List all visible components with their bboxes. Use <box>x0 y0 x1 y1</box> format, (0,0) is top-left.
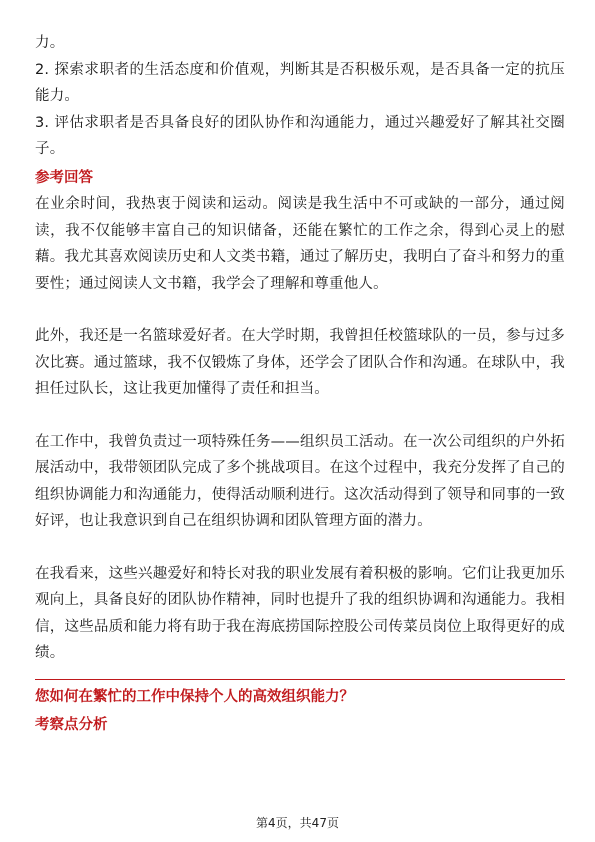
paragraph-gap <box>35 403 565 429</box>
analysis-heading: 考察点分析 <box>35 717 108 733</box>
answer-paragraph: 在业余时间，我热衷于阅读和运动。阅读是我生活中不可或缺的一部分，通过阅读，我不仅能够丰富自己的知识储备，还能在繁忙的工作之余，得到心灵上的慰藉。我尤其喜欢阅读历史和人文类书籍，通过了解历史，我明白了奋斗和努力的重要性；通过阅读人文书籍，我学会了理解和尊重他人。 <box>35 196 565 292</box>
section-divider <box>35 679 565 680</box>
paragraph-gap <box>35 535 565 561</box>
analysis-item: 2. 探索求职者的生活态度和价值观，判断其是否积极乐观，是否具备一定的抗压能力。 <box>35 61 565 104</box>
answer-paragraph: 此外，我还是一名篮球爱好者。在大学时期，我曾担任校篮球队的一员，参与过多次比赛。通过篮球，我不仅锻炼了身体，还学会了团队合作和沟通。在球队中，我担任过队长，这让我更加懂得了责任和担当。 <box>35 328 565 397</box>
answer-paragraph: 在工作中，我曾负责过一项特殊任务——组织员工活动。在一次公司组织的户外拓展活动中，我带领团队完成了多个挑战项目。在这个过程中，我充分发挥了自己的组织协调能力和沟通能力，使得活动顺利进行。这次活动得到了领导和同事的一致好评，也让我意识到自己在组织协调和团队管理方面的潜力。 <box>35 433 565 529</box>
paragraph-gap <box>35 297 565 323</box>
page-content <box>35 30 565 739</box>
continued-text: 力。 <box>35 35 65 51</box>
analysis-item: 3. 评估求职者是否具备良好的团队协作和沟通能力，通过兴趣爱好了解其社交圈子。 <box>35 114 565 157</box>
answer-paragraph: 在我看来，这些兴趣爱好和特长对我的职业发展有着积极的影响。它们让我更加乐观向上，具备良好的团队协作精神，同时也提升了我的组织协调和沟通能力。我相信，这些品质和能力将有助于我在海底捞国际控股公司传菜员岗位上取得更好的成绩。 <box>35 565 565 661</box>
question-heading: 您如何在繁忙的工作中保持个人的高效组织能力？ <box>35 688 354 705</box>
reference-answer-heading: 参考回答 <box>35 169 93 186</box>
page-number: 第4页，共47页 <box>256 816 339 830</box>
